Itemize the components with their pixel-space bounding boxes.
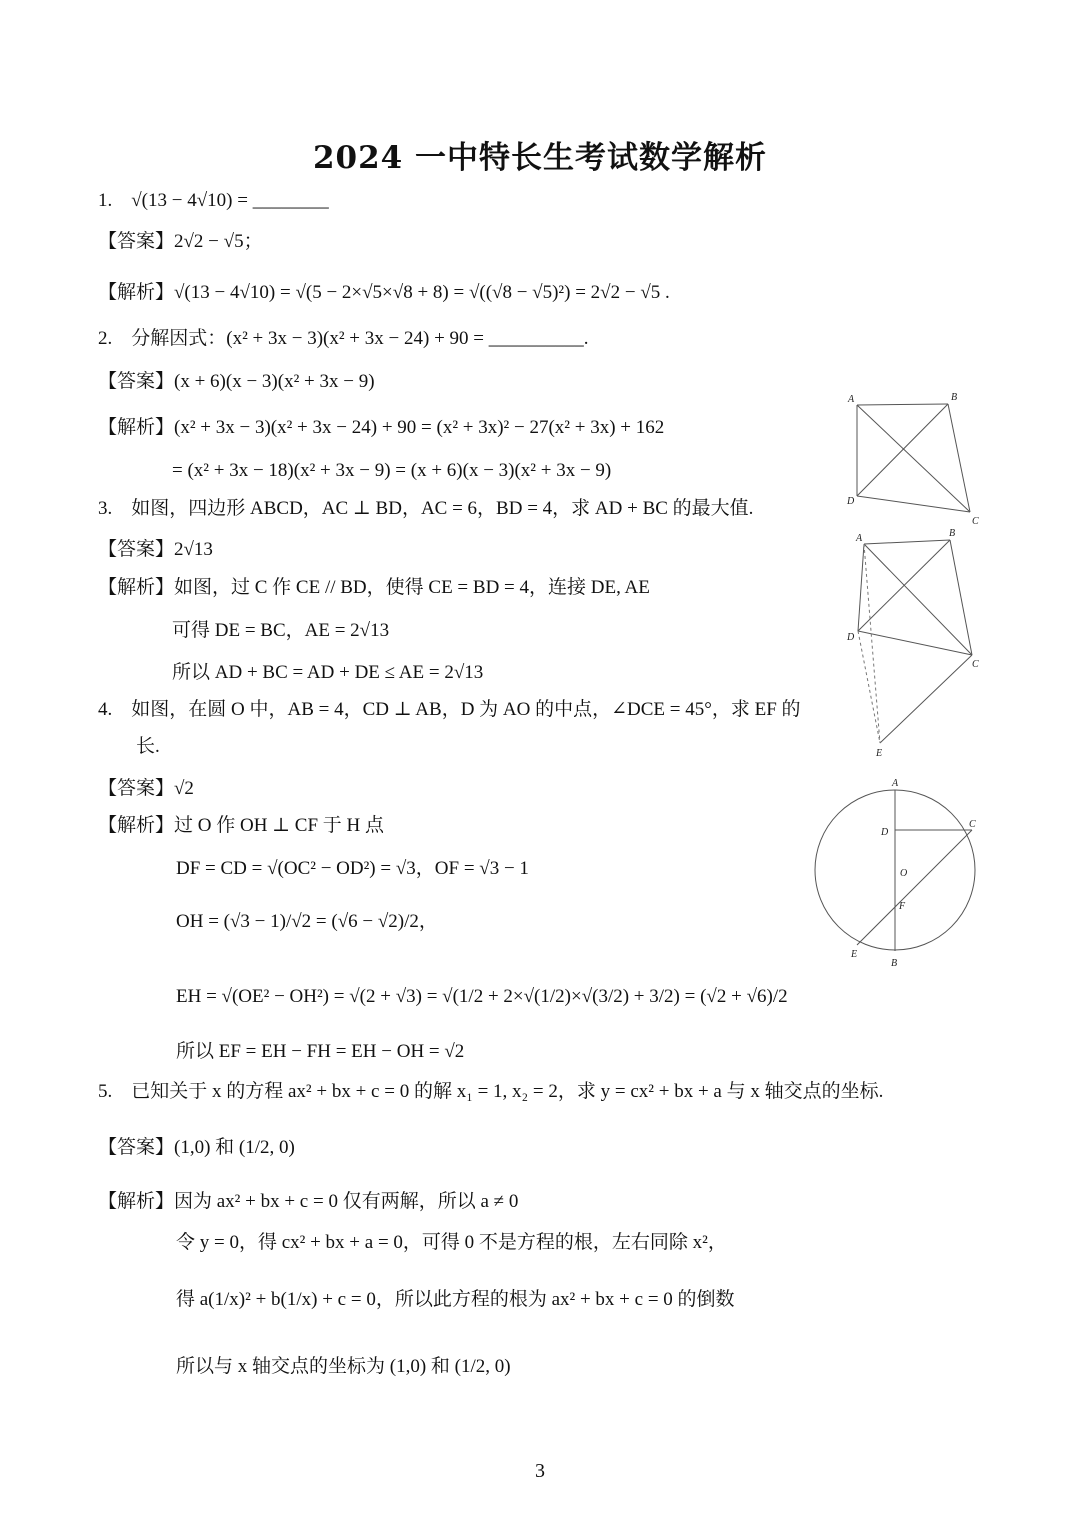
solution-5-line-4: 所以与 x 轴交点的坐标为 (1,0) 和 (1/2, 0) [176,1356,511,1377]
figure-circle [805,775,990,975]
edge-bc [948,404,970,512]
problem-2: 2. 分解因式：(x² + 3x − 3)(x² + 3x − 24) + 90 = __________. [98,328,589,349]
problem-1: 1. √(13 − 4√10) = ________ [98,190,329,211]
problem-5: 5. 已知关于 x 的方程 ax² + bx + c = 0 的解 x₁ = 1, x₂ = 2，求 y = cx² + bx + a 与 x 轴交点的坐标. [98,1081,884,1102]
label-c: C [972,516,979,527]
problem-3: 3. 如图，四边形 ABCD，AC ⊥ BD，AC = 6，BD = 4，求 AD + BC 的最大值. [98,498,754,519]
diagonal-bd [858,540,950,631]
solution-4-line-2: DF = CD = √(OC² − OD²) = √3，OF = √3 − 1 [176,858,529,879]
solution-4-line-3: OH = (√3 − 1)/√2 = (√6 − √2)/2， [176,911,438,932]
edge-ab [864,540,950,544]
label-e: E [851,949,858,960]
solution-3-line-1: 【解析】如图，过 C 作 CE // BD，使得 CE = BD = 4，连接 DE, AE [98,577,650,598]
label-a: A [856,533,863,544]
solution-4-line-4: EH = √(OE² − OH²) = √(2 + √3) = √(1/2 + 2×√(1/2)×√(3/2) + 3/2) = (√2 + √6)/2 [176,986,788,1007]
problem-4-line-2: 长. [136,736,160,757]
solution-1: 【解析】√(13 − 4√10) = √(5 − 2×√5×√8 + 8) = √((√8 − √5)²) = 2√2 − √5 . [98,282,670,303]
diagonal-ac [857,405,970,512]
label-e: E [876,748,883,759]
answer-1: 【答案】2√2 − √5； [98,231,263,252]
segment-ce [880,655,972,743]
figure-quadrilateral [840,390,990,530]
page-number: 3 [535,1460,545,1482]
solution-5-line-1: 【解析】因为 ax² + bx + c = 0 仅有两解，所以 a ≠ 0 [98,1191,519,1212]
problem-4-line-1: 4. 如图，在圆 O 中，AB = 4，CD ⊥ AB，D 为 AO 的中点，∠DCE = 45°，求 EF 的 [98,699,801,720]
page-title: 2024 一中特长生考试数学解析 [312,140,768,176]
solution-5-line-3: 得 a(1/x)² + b(1/x) + c = 0，所以此方程的根为 ax² + bx + c = 0 的倒数 [176,1289,735,1310]
answer-3: 【答案】2√13 [98,539,213,560]
label-d: D [847,496,855,507]
edge-cd [858,631,972,655]
solution-4-line-5: 所以 EF = EH − FH = EH − OH = √2 [176,1041,465,1062]
solution-4-line-1: 【解析】过 O 作 OH ⊥ CF 于 H 点 [98,815,384,836]
edge-bc [950,540,972,655]
edge-da [858,544,864,631]
solution-2-line-1: 【解析】(x² + 3x − 3)(x² + 3x − 24) + 90 = (x² + 3x)² − 27(x² + 3x) + 162 [98,417,665,438]
answer-5: 【答案】(1,0) 和 (1/2, 0) [98,1137,295,1158]
label-a: A [892,778,899,789]
label-f: F [899,901,906,912]
diagonal-ac [864,544,972,655]
label-d: D [847,632,855,643]
edge-cd [857,496,970,512]
solution-3-line-2: 可得 DE = BC，AE = 2√13 [172,620,390,641]
answer-4: 【答案】√2 [98,778,194,799]
solution-5-line-2: 令 y = 0，得 cx² + bx + a = 0，可得 0 不是方程的根，左右同除 x²， [176,1232,727,1253]
label-b: B [949,528,956,539]
solution-3-line-3: 所以 AD + BC = AD + DE ≤ AE = 2√13 [172,662,484,683]
chord-ce [857,830,972,945]
label-b: B [951,392,958,403]
answer-2: 【答案】(x + 6)(x − 3)(x² + 3x − 9) [98,371,375,392]
label-a: A [848,394,855,405]
solution-2-line-2: = (x² + 3x − 18)(x² + 3x − 9) = (x + 6)(x − 3)(x² + 3x − 9) [172,460,612,481]
edge-ab [857,404,948,405]
label-b: B [891,958,898,969]
label-c: C [972,659,979,670]
segment-de [858,631,880,743]
figure-quadrilateral-extended [840,528,990,760]
label-o: O [900,868,908,879]
label-d: D [881,827,889,838]
segment-ae [864,544,880,743]
label-c: C [969,819,976,830]
